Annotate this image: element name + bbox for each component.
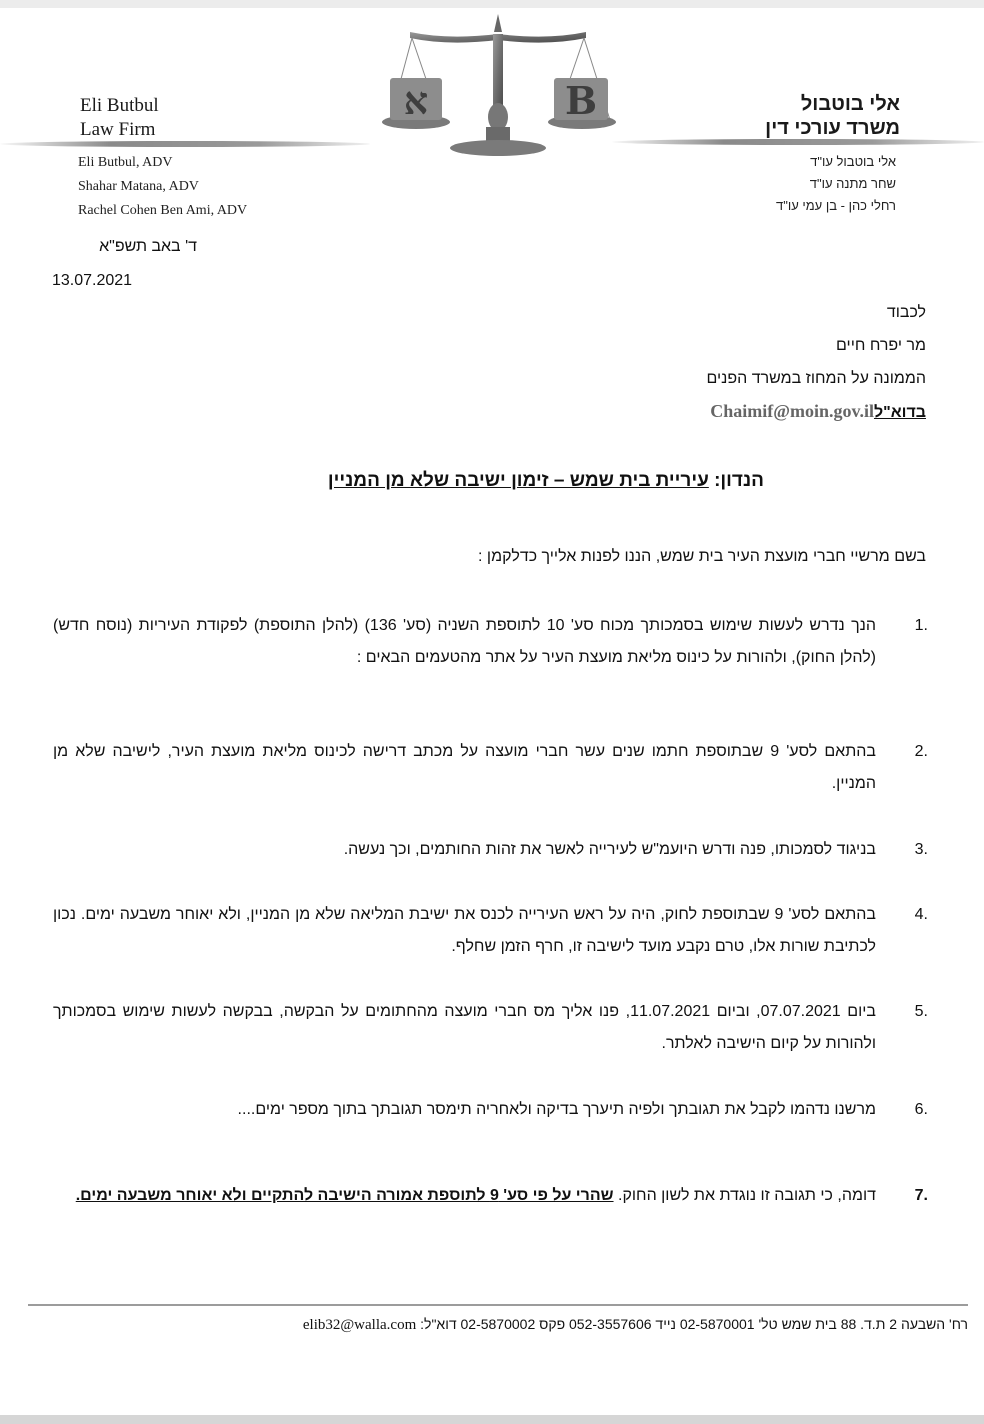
item-text-plain: דומה, כי תגובה זו נוגדת את לשון החוק.	[613, 1187, 876, 1204]
item-number: 1.	[914, 617, 928, 634]
firm-name-he-line1: אלי בוטבול	[800, 93, 900, 115]
recipient-salutation: לכבוד	[886, 304, 926, 321]
lawyer-name-he: אלי בוטבול עו"ד	[810, 154, 896, 169]
item-text: ביום 07.07.2021, וביום 11.07.2021, פנו אליך מס חברי מועצה מהחתומים על הבקשה, בבקשה לעשות שימוש בסמכותך ולהורות על קיום הישיבה לאלתר.	[53, 1003, 877, 1052]
firm-name-line2: Law Firm	[80, 119, 156, 140]
lawyer-name: Eli Butbul, ADV	[78, 155, 173, 170]
recipient-block	[706, 296, 926, 428]
item-number: 7.	[914, 1187, 928, 1204]
item-text	[53, 1180, 876, 1212]
list-item	[53, 1094, 928, 1126]
svg-text:א: א	[403, 78, 429, 123]
list-item	[53, 610, 928, 674]
lawyer-name-he: רחלי כהן - בן עמי עו"ד	[776, 198, 896, 213]
footer-email-link[interactable]: elib32@walla.com	[302, 1317, 417, 1333]
recipient-title: הממונה על המחוז במשרד הפנים	[706, 370, 926, 387]
item-text-emphasis: שהרי על פי סע' 9 לתוספת אמורה הישיבה להתקיים ולא יאוחר משבעה ימים.	[75, 1187, 614, 1204]
list-item	[53, 899, 928, 963]
recipient-email-link[interactable]: Chaimif@moin.gov.il	[710, 401, 874, 421]
item-text: בניגוד לסמכותו, פנה ודרש היועמ"ש לעירייה לאשר את זהות החותמים, וכך נעשה.	[343, 841, 876, 858]
footer-address: רח' השבעה 2 ת.ד. 88 בית שמש טל' 02-5870001 נייד 052-3557606 פקס 02-5870002 דוא"ל:	[416, 1316, 968, 1332]
subject-label: הנדון:	[708, 470, 764, 491]
recipient-email-line	[706, 395, 926, 428]
lawyer-name: Rachel Cohen Ben Ami, ADV	[78, 203, 248, 218]
footer-contact	[28, 1316, 968, 1334]
list-item	[53, 1180, 928, 1212]
subject-line	[328, 470, 764, 492]
lawyers-list-english	[78, 152, 247, 224]
letterhead-divider-left	[0, 141, 370, 147]
svg-text:B: B	[564, 78, 598, 123]
lawyer-name: Shahar Matana, ADV	[78, 179, 199, 194]
recipient-name: מר יפרח חיים	[836, 337, 926, 354]
lawyers-list-hebrew	[776, 152, 896, 218]
email-label: בדוא"ל	[873, 404, 926, 421]
intro-paragraph: בשם מרשיי חברי מועצת העיר בית שמש, הננו לפנות אלייך כדלקמן :	[478, 548, 926, 565]
item-text: מרשנו נדהמו לקבל את תגובתך ולפיה תיערך בדיקה ולאחריה תימסר תגובתך בתוך מספר ימים....	[237, 1101, 876, 1118]
item-text: בהתאם לסע' 9 שבתוספת חתמו שנים עשר חברי מועצה על מכתב דרישה לכינוס מליאת מועצת העיר, לישיבה שלא מן המניין.	[53, 743, 876, 792]
gregorian-date: 13.07.2021	[52, 272, 133, 289]
scales-of-justice-icon	[378, 12, 618, 157]
item-number: 4.	[914, 906, 928, 923]
letterhead-divider-right	[612, 139, 984, 145]
list-item	[53, 736, 928, 800]
footer-divider	[28, 1304, 968, 1306]
item-number: 2.	[914, 743, 928, 760]
item-number: 5.	[914, 1003, 928, 1020]
firm-name-hebrew	[765, 92, 900, 140]
firm-name-he-line2: משרד עורכי דין	[765, 117, 900, 139]
list-item	[53, 996, 928, 1060]
list-item	[53, 834, 928, 866]
hebrew-date: ד' באב תשפ"א	[99, 238, 197, 255]
firm-name-english	[80, 94, 159, 142]
firm-name-line1: Eli Butbul	[80, 95, 159, 116]
bottom-scan-band	[0, 1415, 984, 1424]
item-number: 6.	[914, 1101, 928, 1118]
subject-text: עיריית בית שמש – זימון ישיבה שלא מן המניין	[327, 470, 709, 491]
lawyer-name-he: שחר מתנה עו"ד	[809, 176, 896, 191]
top-scan-band	[0, 0, 984, 8]
item-number: 3.	[914, 841, 928, 858]
item-text: הנך נדרש לעשות שימוש בסמכותך מכוח סע' 10 לתוספת השניה (סע' 136) (להלן התוספת) לפקודת העיריות (נוסח חדש) (להלן החוק), ולהורות על כינוס מליאת מועצת העיר על אתר מהטעמים הבאים :	[53, 617, 876, 666]
item-text: בהתאם לסע' 9 שבתוספת לחוק, היה על ראש העירייה לכנס את ישיבת המליאה שלא מן המניין, ולא יאוחר משבעה ימים. נכון לכתיבת שורות אלו, טרם נקבע מועד לישיבה זו, חרף הזמן שחלף.	[53, 906, 876, 955]
